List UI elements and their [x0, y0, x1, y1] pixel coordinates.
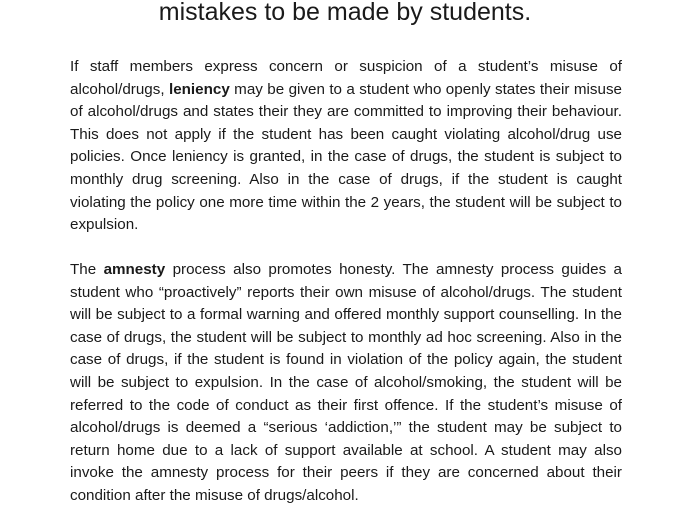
leniency-paragraph [70, 56, 622, 237]
section-heading: mistakes to be made by students. [158, 0, 532, 26]
leniency-term: leniency [168, 80, 230, 98]
paragraph-text: may be given to a student who openly states their misuse of alcohol/drugs and states their they are committed to improving their behaviour. This does not apply if the student has been caught violating alcohol/drug use policies. Once leniency is granted, in the case of drugs, the student is subject to monthly drug screening. Also in the case of drugs, if the student is caught violating the policy one more time within the 2 years, the student will be subject to expulsion. [70, 80, 622, 234]
paragraph-text: If staff members express concern or suspicion of a student’s misuse of alcohol/drugs, [70, 58, 622, 98]
paragraph-text: process also promotes honesty. The amnesty process guides a student who “proactively” reports their own misuse of alcohol/drugs. The student will be subject to a formal warning and offered monthly support counselling. In the case of drugs, the student will be subject to monthly ad hoc screening. Also in the case of drugs, if the student is found in violation of the policy again, the student will be subject to expulsion. In the case of alcohol/smoking, the student will be referred to the code of conduct as their first offence. If the student’s misuse of alcohol/drugs is deemed a “serious ‘addiction,’” the student may be subject to return home due to a lack of support available at school. A student may also invoke the amnesty process for their peers if they are concerned about their condition after the misuse of drugs/alcohol. [70, 261, 622, 504]
paragraph-text: The [70, 261, 104, 278]
amnesty-term: amnesty [103, 261, 166, 278]
amnesty-paragraph [70, 259, 622, 508]
